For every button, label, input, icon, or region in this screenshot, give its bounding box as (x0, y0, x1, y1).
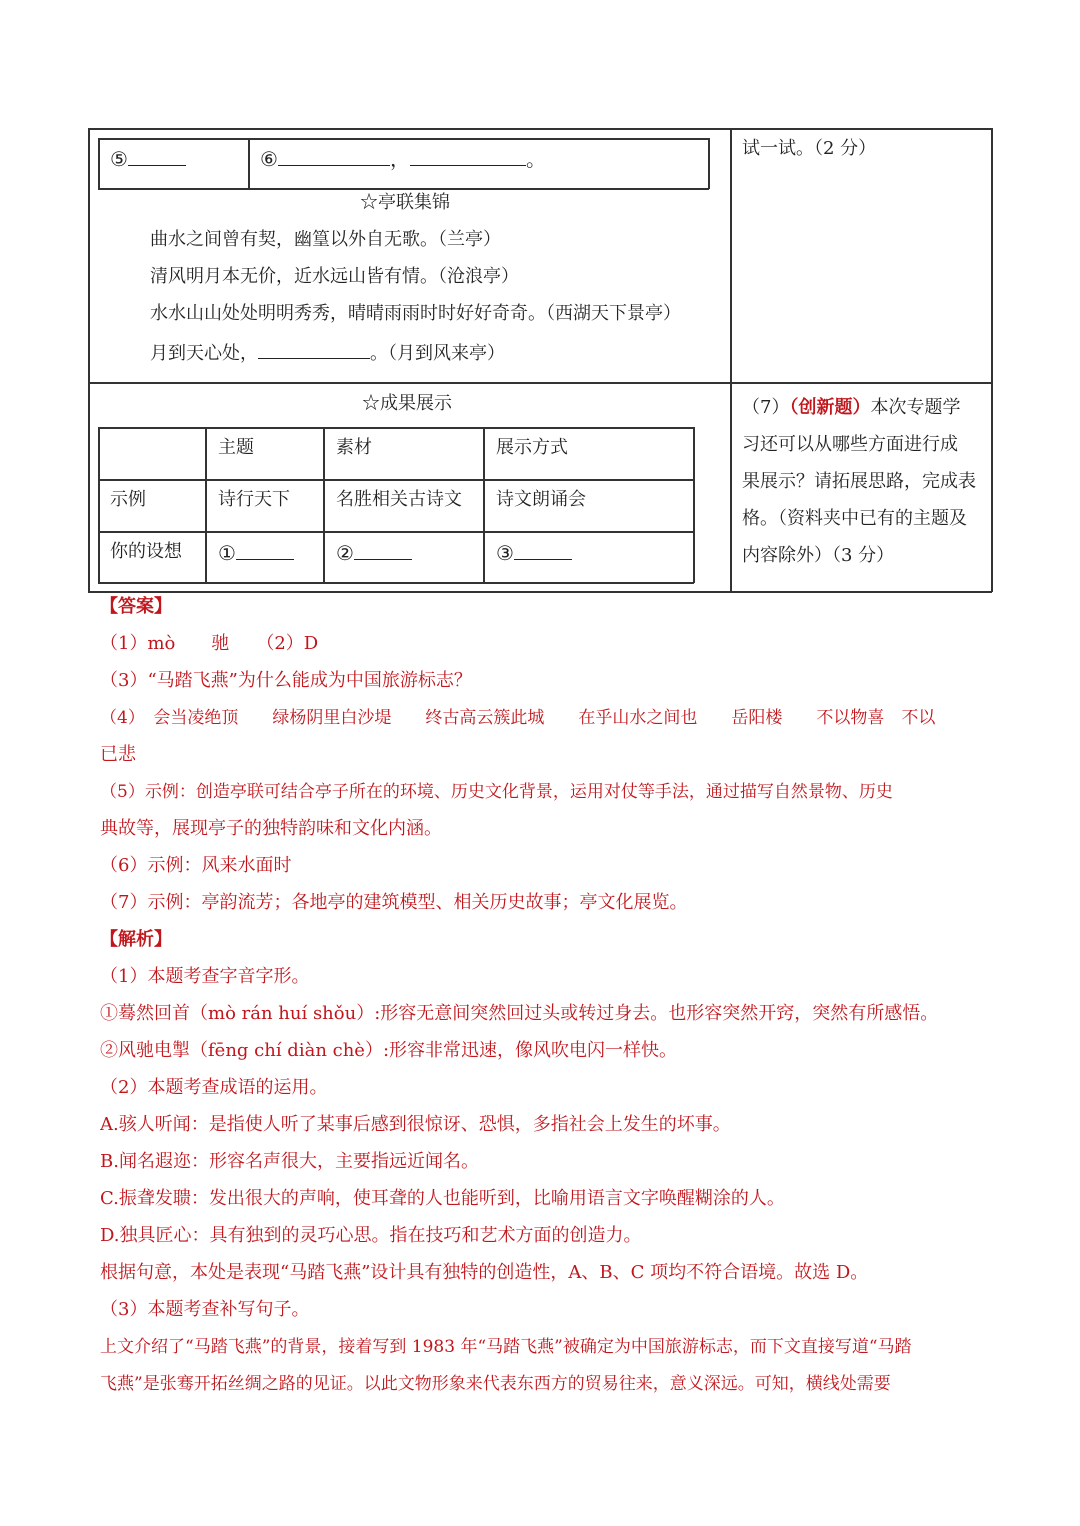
your-display-cell (496, 541, 572, 564)
q6-label: ⑥ (260, 147, 278, 171)
answer-line: 典故等，展现亭子的独特韵味和文化内涵。 (100, 818, 442, 839)
analysis-line: 上文介绍了“马踏飞燕”的背景，接着写到 1983 年“马踏飞燕”被确定为中国旅游标志，而下文直接写道“马踏 (100, 1337, 912, 1357)
your-material-blank[interactable] (354, 541, 412, 560)
rt-h3 (98, 582, 694, 584)
analysis-line: （2）本题考查成语的运用。 (100, 1077, 328, 1098)
couplet-line: 水水山山处处明明秀秀，晴晴雨雨时时好好奇奇。（西湖天下景亭） (150, 303, 681, 324)
analysis-heading: 【解析】 (100, 929, 172, 950)
q7-line-1 (742, 397, 960, 419)
q5-answer-cell (110, 147, 186, 170)
q6-period: 。 (525, 147, 546, 171)
couplet-blank-suffix: 。（月到风来亭） (370, 343, 505, 364)
analysis-line: （3）本题考查补写句子。 (100, 1299, 310, 1320)
example-theme: 诗行天下 (218, 489, 290, 510)
row-label-example: 示例 (110, 489, 146, 510)
q6-blank-1[interactable] (278, 147, 390, 166)
blank-label: ② (336, 541, 354, 565)
answer-heading: 【答案】 (100, 596, 172, 617)
q6-note: 试一试。（2 分） (742, 138, 877, 159)
answer-line: （6）示例：风来水面时 (100, 855, 292, 876)
row-label-yours: 你的设想 (110, 541, 182, 562)
couplet-blank[interactable] (258, 340, 370, 359)
q6-comma: ， (389, 147, 410, 171)
table-right-border (991, 128, 993, 592)
blank-label: ③ (496, 541, 514, 565)
blank-label: ① (218, 541, 236, 565)
your-theme-cell (218, 541, 294, 564)
rt-v1 (205, 427, 207, 583)
analysis-line: ②风驰电掣（fēng chí diàn chè）:形容非常迅速，像风吹电闪一样快。 (100, 1040, 678, 1061)
rt-h1 (98, 479, 694, 481)
q7-line: 内容除外）（3 分） (742, 545, 895, 566)
analysis-line: 飞燕”是张骞开拓丝绸之路的见证。以此文物形象来代表东西方的贸易往来，意义深远。可知，横线处需要 (100, 1374, 891, 1394)
couplet-blank-line (150, 340, 505, 365)
inner-right (708, 138, 710, 189)
q7-line: 果展示？请拓展思路，完成表 (742, 471, 976, 492)
analysis-line: D.独具匠心：具有独到的灵巧心思。指在技巧和艺术方面的创造力。 (100, 1225, 642, 1246)
q7-number: （7） (742, 397, 790, 418)
couplet-line: 清风明月本无价，近水远山皆有情。（沧浪亭） (150, 266, 519, 287)
inner-divider (248, 138, 250, 189)
table-bottom-border (88, 591, 992, 593)
answer-line: （5）示例：创造亭联可结合亭子所在的环境、历史文化背景，运用对仗等手法，通过描写自然景物、历史 (100, 782, 893, 802)
analysis-line: C.振聋发聩：发出很大的声响，使耳聋的人也能听到，比喻用语言文字唤醒糊涂的人。 (100, 1188, 785, 1209)
analysis-line: ①蓦然回首（mò rán huí shǒu）:形容无意间突然回过头或转过身去。也形容突然开窍，突然有所感悟。 (100, 1003, 939, 1024)
header-material: 素材 (336, 437, 372, 458)
rt-v0 (98, 427, 100, 583)
inner-left (98, 138, 100, 189)
answer-line: （3）“马踏飞燕”为什么能成为中国旅游标志？ (100, 670, 472, 691)
q7-innovation-tag: （创新题） (789, 397, 871, 418)
table-column-divider (730, 128, 732, 592)
your-display-blank[interactable] (514, 541, 572, 560)
q5-label: ⑤ (110, 147, 128, 171)
analysis-line: A.骇人听闻：是指使人听了某事后感到很惊讶、恐惧，多指社会上发生的坏事。 (100, 1114, 731, 1135)
table-middle-border (88, 382, 992, 384)
rt-v2 (323, 427, 325, 583)
answer-line: （7）示例：亭韵流芳；各地亭的建筑模型、相关历史故事；亭文化展览。 (100, 892, 688, 913)
couplet-line: 曲水之间曾有契，幽篁以外自无歌。（兰亭） (150, 229, 501, 250)
rt-h0 (98, 427, 694, 429)
q6-answer-cell (260, 147, 546, 170)
your-material-cell (336, 541, 412, 564)
answer-line: 已悲 (100, 744, 136, 765)
example-material: 名胜相关古诗文 (336, 489, 462, 510)
table-left-border (88, 128, 90, 592)
example-display: 诗文朗诵会 (496, 489, 586, 510)
q7-text: 本次专题学 (870, 397, 961, 418)
q6-blank-2[interactable] (410, 147, 526, 166)
your-theme-blank[interactable] (236, 541, 294, 560)
answer-line: （1）mò 驰 （2）D (100, 633, 319, 654)
rt-h2 (98, 531, 694, 533)
header-display: 展示方式 (496, 437, 568, 458)
q7-line: 格。（资料夹中已有的主题及 (742, 508, 967, 529)
couplets-title: ☆亭联集锦 (360, 192, 450, 213)
analysis-line: B.闻名遐迩：形容名声很大，主要指远近闻名。 (100, 1151, 479, 1172)
analysis-line: （1）本题考查字音字形。 (100, 966, 310, 987)
analysis-line: 根据句意，本处是表现“马踏飞燕”设计具有独特的创造性，A、B、C 项均不符合语境。故选 D。 (100, 1262, 869, 1283)
rt-v4 (693, 427, 695, 583)
header-theme: 主题 (218, 437, 254, 458)
rt-v3 (483, 427, 485, 583)
q7-line: 习还可以从哪些方面进行成 (742, 434, 958, 455)
inner-bottom (98, 188, 709, 190)
table-top-border (88, 128, 992, 130)
inner-top (98, 138, 709, 140)
couplet-blank-prefix: 月到天心处， (150, 343, 258, 364)
q5-blank[interactable] (128, 147, 186, 166)
answer-line: （4） 会当凌绝顶 绿杨阴里白沙堤 终古高云簇此城 在乎山水之间也 岳阳楼 不以物喜 不以 (100, 708, 936, 728)
results-title: ☆成果展示 (362, 393, 452, 414)
